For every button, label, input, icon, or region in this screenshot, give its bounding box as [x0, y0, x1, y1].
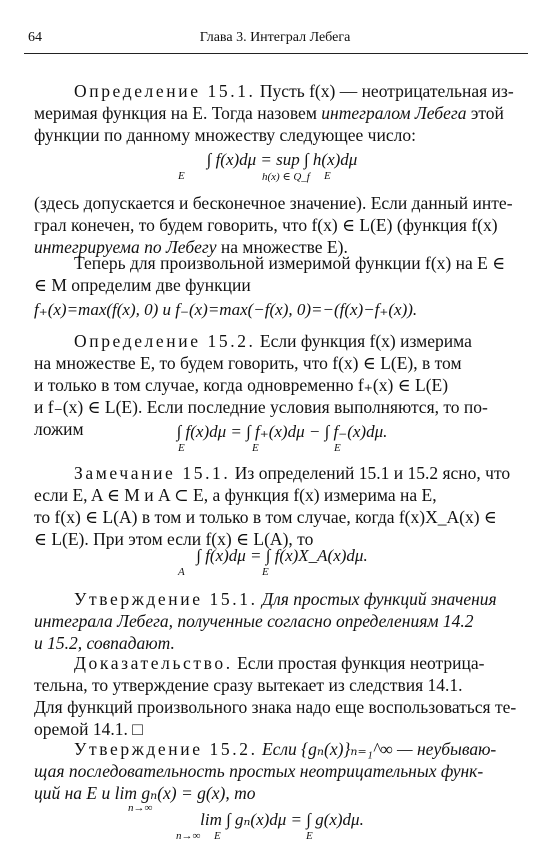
emphasis: интегралом Лебега	[321, 103, 467, 123]
formula-monotone-limit	[34, 810, 530, 830]
formula-subscript: E	[324, 170, 331, 182]
text-line: на множестве E, то будем говорить, что f(x) ∈ L(E), в том	[34, 353, 462, 373]
formula-text: f₊(x)=max(f(x), 0) и f₋(x)=max(−f(x), 0)=−(f(x)−f₊(x)).	[34, 300, 418, 319]
text-line: и только в том случае, когда одновременно f₊(x) ∈ L(E)	[34, 375, 449, 395]
header-rule	[24, 53, 528, 54]
proof-term: Доказательство.	[74, 653, 233, 673]
text-line: оремой 14.1. □	[34, 719, 143, 739]
text-line: то f(x) ∈ L(A) в том и только в том случае, когда f(x)X_A(x) ∈	[34, 507, 497, 527]
text-line: и f₋(x) ∈ L(E). Если последние условия выполняются, то по-	[34, 397, 488, 417]
text-line: Из определений 15.1 и 15.2 ясно, что	[234, 463, 511, 483]
formula-positive-negative-parts	[34, 300, 530, 320]
text-line: если E, A ∈ M и A ⊂ E, а функция f(x) измерима на E,	[34, 485, 437, 505]
formula-text: lim ∫ gₙ(x)dμ = ∫ g(x)dμ.	[200, 810, 364, 829]
formula-subscript: E	[178, 170, 185, 182]
formula-subscript: E	[178, 442, 185, 454]
formula-subscript: A	[178, 566, 185, 578]
formula-subscript: E	[306, 830, 313, 842]
formula-subscript: E	[334, 442, 341, 454]
formula-restriction	[34, 546, 530, 566]
formula-text: ∫ f(x)dμ = sup ∫ h(x)dμ	[206, 150, 358, 169]
statement-text: и 15.2, совпадают.	[34, 633, 175, 653]
statement-term: Утверждение 15.1.	[74, 589, 258, 609]
text-line: на множестве E).	[216, 237, 348, 257]
statement-15-2	[34, 738, 530, 804]
text-line: ∈ L(E). При этом если f(x) ∈ L(A), то	[34, 529, 314, 549]
statement-text: щая последовательность простых неотрицательных функ-	[34, 761, 484, 781]
page-header	[0, 30, 550, 48]
statement-15-1	[34, 588, 530, 654]
statement-term: Утверждение 15.2.	[74, 739, 258, 759]
emphasis: интегрируема по Лебегу	[34, 237, 217, 257]
statement-text: ций на E и lim gₙ(x) = g(x), то	[34, 783, 256, 803]
page-number: 64	[28, 30, 42, 45]
text-line: Для функций произвольного знака надо еще воспользоваться те-	[34, 697, 517, 717]
formula-integral-decomposition	[34, 422, 530, 442]
text-line: Если простая функция неотрица-	[237, 653, 485, 673]
text-line: ∈ M определим две функции	[34, 275, 251, 295]
text-line: функции по данному множеству следующее число:	[34, 125, 416, 145]
formula-subscript: h(x) ∈ Q_f	[262, 171, 310, 183]
text-line: Пусть f(x) — неотрицательная из-	[259, 81, 514, 101]
definition-term: Определение 15.2.	[74, 331, 256, 351]
text-line: грал конечен, то будем говорить, что f(x) ∈ L(E) (функция f(x)	[34, 215, 498, 235]
formula-subscript: n→∞	[128, 802, 153, 814]
text-line: меримая функция на E. Тогда назовем	[34, 103, 322, 123]
text-line: Теперь для произвольной измеримой функции f(x) на E ∈	[74, 253, 506, 273]
formula-subscript: n→∞	[176, 830, 201, 842]
text-line: тельна, то утверждение сразу вытекает из следствия 14.1.	[34, 675, 463, 695]
proof	[34, 652, 530, 740]
remark-term: Замечание 15.1.	[74, 463, 231, 483]
formula-subscript: E	[262, 566, 269, 578]
remark-15-1	[34, 462, 530, 550]
formula-subscript: E	[252, 442, 259, 454]
statement-text: Если {gₙ(x)}ₙ₌₁^∞ — неубываю-	[261, 739, 497, 759]
text-line: Если функция f(x) измерима	[259, 331, 472, 351]
definition-15-1	[34, 80, 530, 146]
formula-lebesgue-integral	[34, 150, 530, 170]
formula-subscript: E	[214, 830, 221, 842]
formula-text: ∫ f(x)dμ = ∫ f(x)X_A(x)dμ.	[196, 546, 368, 565]
paragraph	[34, 252, 530, 296]
text-line: этой	[466, 103, 504, 123]
text-line: ложим	[34, 419, 84, 439]
statement-text: интеграла Лебега, полученные согласно определениям 14.2	[34, 611, 474, 631]
paragraph	[34, 192, 530, 258]
text-line: (здесь допускается и бесконечное значение). Если данный инте-	[34, 193, 513, 213]
formula-text: ∫ f(x)dμ = ∫ f₊(x)dμ − ∫ f₋(x)dμ.	[176, 422, 388, 441]
chapter-title: Глава 3. Интеграл Лебега	[199, 30, 351, 45]
definition-term: Определение 15.1.	[74, 81, 256, 101]
statement-text: Для простых функций значения	[261, 589, 497, 609]
